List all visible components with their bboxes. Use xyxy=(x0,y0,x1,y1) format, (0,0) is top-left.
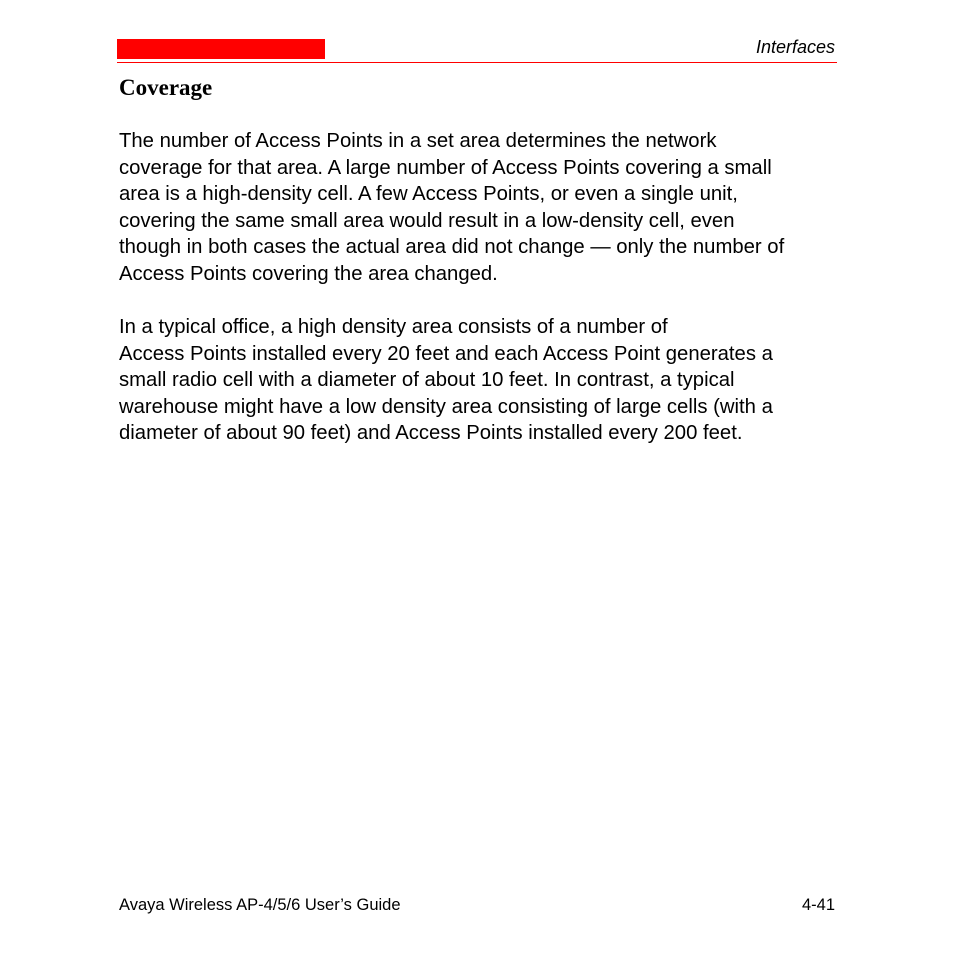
paragraph-line: area is a high-density cell. A few Access Points, or even a single unit, xyxy=(119,183,738,205)
paragraph-line: coverage for that area. A large number of Access Points covering a small xyxy=(119,156,772,179)
paragraph-line: diameter of about 90 feet) and Access Points installed every 200 feet. xyxy=(119,422,743,444)
section-title: Coverage xyxy=(119,75,213,100)
paragraph-coverage-definition xyxy=(119,128,849,287)
paragraph-line: small radio cell with a diameter of about 10 feet. In contrast, a typical xyxy=(119,369,735,391)
paragraph-line: The number of Access Points in a set area determines the network xyxy=(119,130,717,152)
paragraph-density-example xyxy=(119,314,849,447)
paragraph-line: though in both cases the actual area did not change — only the number of xyxy=(119,236,785,258)
paragraph-line: warehouse might have a low density area consisting of large cells (with a xyxy=(119,395,773,418)
paragraph-line: covering the same small area would result in a low-density cell, even xyxy=(119,209,735,232)
paragraph-line: Access Points covering the area changed. xyxy=(119,262,498,285)
footer-guide-title: Avaya Wireless AP-4/5/6 User’s Guide xyxy=(119,896,401,914)
paragraph-line: Access Points installed every 20 feet and each Access Point generates a xyxy=(119,342,773,365)
running-head: Interfaces xyxy=(755,37,835,57)
paragraph-line: In a typical office, a high density area consists of a number of xyxy=(119,316,668,338)
footer-page-number: 4-41 xyxy=(801,896,835,914)
header-color-bar xyxy=(117,39,325,59)
header-rule xyxy=(117,62,837,63)
